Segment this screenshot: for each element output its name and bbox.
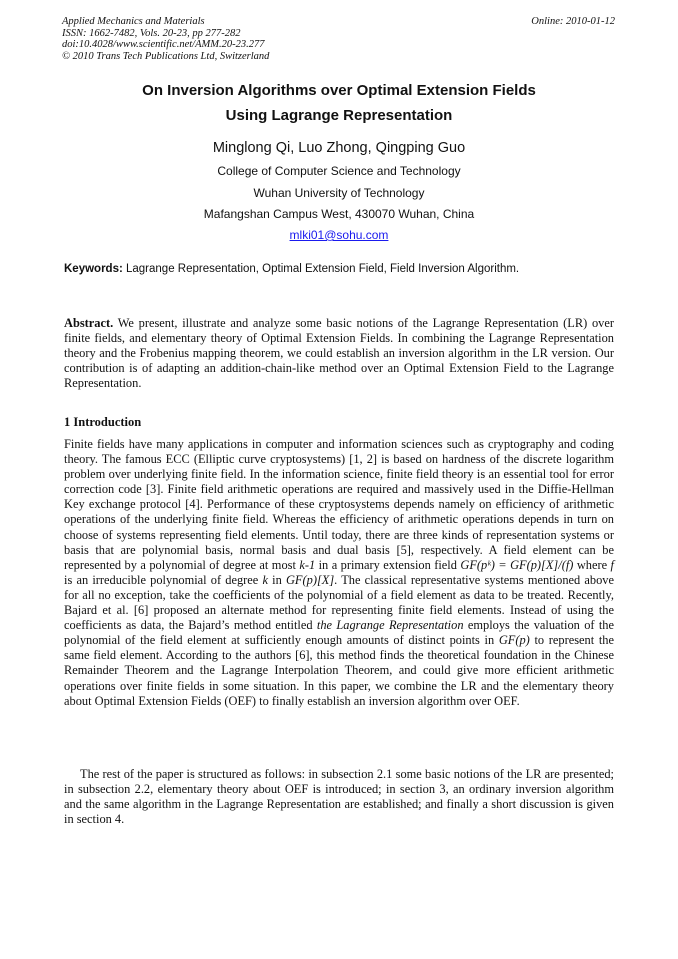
section-heading: 1 Introduction <box>64 415 142 429</box>
affiliation-line3: Mafangshan Campus West, 430070 Wuhan, China <box>203 207 475 221</box>
keywords-label: Keywords: <box>64 263 123 275</box>
text-run: Finite fields have many applications in computer and information sciences such as cryptography and coding theory. The famous ECC (Elliptic curve cryptosystems) [1, 2] is based on hardness of the discrete logarithm problem over underlying finite field. In the information science, finite field theory is an essential tool for error correction code [3]. Finite field arithmetic operations are required and massively used in the Diffie-Hellman Key exchange protocol [4]. Performance of these cryptosystems depends namely on efficiency of arithmetic operations of the underlying finite field. Whereas the efficiency of arithmetic operations depends in turn on choose of systems representing field elements. Until today, there are three kinds of representation systems or basis that are polynomial basis, normal basis and dual basis [5], respectively. A field element can be represented by a polynomial of degree at most <box>64 437 614 572</box>
math-gfpx: GF(p)[X] <box>285 572 335 587</box>
journal-copyright: © 2010 Trans Tech Publications Ltd, Switzerland <box>62 50 270 62</box>
email-container <box>0 227 678 243</box>
keywords-text: Lagrange Representation, Optimal Extension Field, Field Inversion Algorithm. <box>126 263 520 275</box>
journal-header <box>62 16 269 62</box>
author-list: Minglong Qi, Luo Zhong, Qingping Guo <box>212 140 466 156</box>
math-k1: k-1 <box>299 557 316 572</box>
math-gfp: GF(p) <box>498 633 530 648</box>
text-run: employs the valuation of the polynomial of the field element at sufficiently enough amounts of distinct points in <box>64 618 615 648</box>
intro-paragraph-1 <box>64 437 614 709</box>
lagrange-representation-term: the Lagrange Representation <box>316 618 464 633</box>
text-run: where <box>573 557 611 572</box>
text-run: is an irreducible polynomial of degree <box>64 572 263 587</box>
text-run: in a primary extension field <box>315 557 461 572</box>
abstract <box>64 316 614 391</box>
math-f: f <box>610 557 614 572</box>
online-date: Online: 2010-01-12 <box>531 16 615 27</box>
journal-doi: doi:10.4028/www.scientific.net/AMM.20-23.277 <box>62 39 265 50</box>
abstract-label: Abstract. <box>64 316 114 330</box>
intro-paragraph-2: The rest of the paper is structured as follows: in subsection 2.1 some basic notions of the LR are presented; in subsection 2.2, elementary theory about OEF is introduced; in section 3, an ordinary inversion algorithm and the same algorithm in the Lagrange Representation are established; and finally a short discussion is given in section 4. <box>64 767 614 827</box>
text-run: to represent the same field element. According to the authors [6], this method finds the theoretical foundation in the Chinese Remainder Theorem and the Lagrange Interpolation Theorem, and could give more efficient arithmetic operations over finite fields in some situation. In this paper, we combine the LR and the elementary theory about Optimal Extension Fields (OEF) to finally establish an inversion algorithm over OEF. <box>64 633 614 708</box>
paper-title-line2: Using Lagrange Representation <box>225 107 453 124</box>
affiliation-line2: Wuhan University of Technology <box>253 186 425 200</box>
abstract-text: We present, illustrate and analyze some basic notions of the Lagrange Representation (LR) over finite fields, and elementary theory of Optimal Extension Fields. In combining the Lagrange Representation theory and the Frobenius mapping theorem, we could establish an inversion algorithm in the LR version. Our contribution is of adapting an addition-chain-like method over an Optimal Extension Field to the Lagrange Representation. <box>64 316 615 391</box>
text-run: . The classical representative systems mentioned above for all no exception, take the coefficients of the polynomial of a field element as data to be treated. Recently, Bajard et al. [6] proposed an alternate method for representing finite field elements. Instead of using the coefficients as data, the Bajard’s method entitled <box>64 572 614 633</box>
affiliation-line1: College of Computer Science and Technology <box>217 164 461 178</box>
paper-title-line1: On Inversion Algorithms over Optimal Extension Fields <box>142 82 536 99</box>
math-k: k <box>262 572 268 587</box>
keywords <box>64 261 519 277</box>
journal-name: Applied Mechanics and Materials <box>62 16 205 27</box>
journal-issn: ISSN: 1662-7482, Vols. 20-23, pp 277-282 <box>62 27 241 39</box>
text-run: in <box>267 572 286 587</box>
math-field-equation: GF(pᵏ) = GF(p)[X]/(f) <box>460 557 574 572</box>
author-email-link[interactable]: mlki01@sohu.com <box>289 228 389 242</box>
